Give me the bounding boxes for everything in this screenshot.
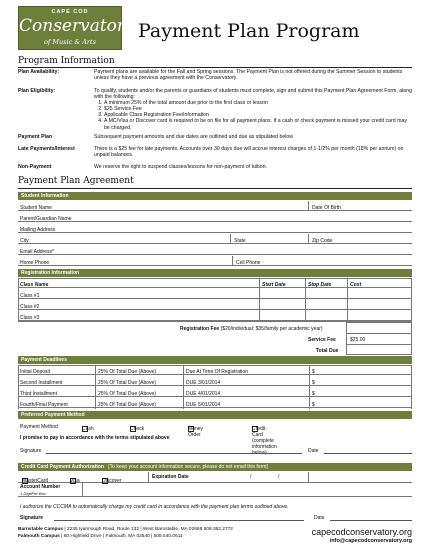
total-due-label: Total Due bbox=[316, 348, 339, 354]
class-name-header: Class Name bbox=[20, 282, 49, 288]
eligibility-label: Plan Eligibility: bbox=[18, 88, 56, 94]
deadline-label: Third Installment bbox=[20, 391, 57, 397]
dob-label: Date Of Birth bbox=[312, 205, 341, 211]
credit-card-note: [To keep your account information secure, please do not email this form] bbox=[108, 464, 268, 470]
state-label: State bbox=[234, 238, 246, 244]
expiration-slash: / bbox=[278, 474, 280, 480]
student-name-row[interactable] bbox=[18, 201, 412, 211]
discover-label: Discover bbox=[102, 478, 122, 484]
deadline-amount: $ bbox=[312, 402, 315, 408]
mastercard-label: MasterCard bbox=[22, 478, 49, 484]
class-label: Class #3 bbox=[20, 315, 40, 321]
account-number-row[interactable] bbox=[18, 483, 412, 497]
divider bbox=[148, 472, 149, 482]
agreement-heading: Payment Plan Agreement bbox=[18, 176, 134, 186]
credit-signature-line[interactable] bbox=[54, 520, 304, 521]
footer bbox=[18, 527, 412, 544]
eligibility-item: 4. A MC/Visa or Discover card is required to be on file for all payment plans. If a cash or check payment is missed your credit card may be charged. bbox=[104, 118, 412, 130]
class-row[interactable] bbox=[18, 311, 412, 321]
cost-header: Cost bbox=[350, 282, 362, 288]
credit-card-bar bbox=[18, 463, 412, 471]
mailing-address-label: Mailing Address bbox=[20, 227, 56, 233]
phone-row[interactable] bbox=[18, 256, 412, 266]
email-label: Email Address* bbox=[20, 249, 54, 255]
deadline-due: DUE 3/01/2014 bbox=[186, 380, 221, 386]
authorize-row bbox=[18, 500, 412, 510]
mailing-address-row[interactable] bbox=[18, 223, 412, 233]
expiration-slash: / bbox=[250, 474, 252, 480]
promise-text: I promise to pay in accordance with the terms stipulated above bbox=[20, 435, 170, 441]
registration-fee-label bbox=[180, 326, 323, 332]
city-label: City bbox=[20, 238, 29, 244]
non-payment-label: Non-Payment bbox=[18, 164, 52, 170]
deadline-row[interactable] bbox=[18, 376, 412, 386]
registration-info-bar: Registration Information bbox=[18, 269, 412, 277]
logo-line-2: Conservatory bbox=[19, 16, 135, 36]
website-link[interactable]: capecodconservatory.org bbox=[311, 527, 412, 537]
service-fee-value: $25.00 bbox=[350, 337, 366, 343]
deadline-label: Second Installment bbox=[20, 380, 63, 386]
email-link[interactable]: info@capecodconservatory.org bbox=[329, 538, 412, 544]
start-date-header: Start Date bbox=[262, 282, 286, 288]
divider bbox=[230, 234, 231, 243]
deadline-due: DUE 4/01/2014 bbox=[186, 391, 221, 397]
deadline-percent: 25% Of Total Due (Above) bbox=[98, 391, 156, 397]
cash-label: Cash bbox=[82, 426, 94, 432]
digit-note: 1-DigitPer Box bbox=[20, 491, 46, 496]
divider bbox=[232, 256, 233, 265]
deadline-percent: 25% Of Total Due (Above) bbox=[98, 380, 156, 386]
late-payments-label: Late Payments/Interest bbox=[18, 146, 75, 152]
eligibility-content bbox=[94, 88, 412, 131]
page-title: Payment Plan Program bbox=[138, 20, 360, 42]
registration-fee-title: Registration Fee bbox=[180, 326, 220, 332]
account-number-label: Account Number bbox=[20, 484, 61, 490]
deadline-amount: $ bbox=[312, 391, 315, 397]
deadline-amount: $ bbox=[312, 380, 315, 386]
eligibility-item: 3. Applicable Class Registration Fee/information bbox=[104, 112, 412, 118]
service-fee-label: Service Fee bbox=[308, 337, 336, 343]
deadline-due: DUE 5/01/2014 bbox=[186, 402, 221, 408]
logo-line-1: CAPE COD bbox=[51, 9, 89, 15]
zip-label: Zip Code bbox=[312, 238, 333, 244]
promise-row bbox=[18, 431, 412, 441]
deadline-row[interactable] bbox=[18, 387, 412, 397]
money-order-label: Money Order bbox=[188, 426, 204, 438]
expiration-label: Expiration Date bbox=[152, 474, 189, 480]
visa-label: Visa bbox=[70, 478, 80, 484]
date-line[interactable] bbox=[324, 453, 412, 454]
credit-card-title: Credit Card Payment Authorization bbox=[21, 464, 104, 470]
divider bbox=[308, 234, 309, 243]
deadline-percent: 25% Of Total Due (Above) bbox=[98, 369, 156, 375]
check-label: Check bbox=[130, 426, 145, 432]
conservatory-logo bbox=[18, 6, 135, 50]
non-payment-text: We reserve the right to suspend classes/lessons for non-payment of tuition. bbox=[94, 164, 267, 170]
student-name-label: Student Name bbox=[20, 205, 52, 211]
date-label: Date bbox=[308, 448, 319, 454]
deadline-due: Due At Time Of Registration bbox=[186, 369, 248, 375]
program-info-heading: Program Information bbox=[18, 56, 115, 66]
class-label: Class #2 bbox=[20, 304, 40, 310]
credit-date-label: Date bbox=[314, 515, 325, 521]
divider bbox=[18, 67, 412, 68]
stop-date-header: Stop Date bbox=[308, 282, 332, 288]
preferred-method-bar: Preferred Payment Method bbox=[18, 411, 412, 419]
credit-signature-label: Signature bbox=[20, 515, 44, 521]
barnstable-label: Barnstable Campus bbox=[18, 527, 64, 532]
signature-label: Signature bbox=[20, 448, 42, 454]
student-info-bar: Student Information bbox=[18, 192, 412, 200]
eligibility-intro: To qualify, students and/or the parents or guardians of students must complete, sign and submit this Payment Plan Agreement Form, along with the following: bbox=[94, 88, 412, 101]
deadline-label: Initial Deposit bbox=[20, 369, 51, 375]
parent-name-label: Parent/Guardian Name bbox=[20, 216, 72, 222]
eligibility-list bbox=[94, 100, 412, 130]
barnstable-address: | 2235 Iyannough Road, Route 132 | West Barnstable, MA 02668 508.362.2772 bbox=[63, 527, 233, 532]
falmouth-address: | 60 Highfield Drive | Falmouth, MA 02540 | 508.540.0611 bbox=[59, 533, 183, 539]
email-row[interactable] bbox=[18, 245, 412, 255]
payment-plan-text: Subsequent payment amounts and due dates are outlined and due as stipulated below bbox=[94, 134, 293, 140]
deadline-row[interactable] bbox=[18, 365, 412, 375]
payment-method-label: Payment Method bbox=[20, 424, 58, 430]
availability-label: Plan Availability: bbox=[18, 69, 60, 75]
divider bbox=[308, 472, 309, 482]
late-payments-text: There is a $25 fee for late payments. Accounts over 30 days due will accrue interest charges of 1-1/2% per month (18% per annum) on unpaid balances. bbox=[94, 146, 404, 159]
availability-text: Payment plans are available for the Fall and Spring sessions. The Payment Plan is not offered during the Summer Session to students unless they have a previous agreement with the Conservatory. bbox=[94, 69, 403, 82]
deadline-label: Fourth/Final Payment bbox=[20, 402, 68, 408]
card-type-row bbox=[18, 472, 412, 483]
divider bbox=[18, 188, 412, 189]
cell-phone-label: Cell Phone bbox=[236, 260, 261, 266]
eligibility-item: 1. A minimum 25% of the total amount due prior to the first class or lesson bbox=[104, 100, 412, 106]
registration-header-row bbox=[18, 278, 412, 288]
deadline-percent: 25% Of Total Due (Above) bbox=[98, 402, 156, 408]
city-state-zip-row[interactable] bbox=[18, 234, 412, 244]
credit-card-label: Credit Card (complete information below) bbox=[252, 426, 277, 456]
registration-fee-note: ($20/individual; $35/family per academic year) bbox=[220, 326, 323, 332]
payment-deadlines-bar: Payment Deadlines bbox=[18, 356, 412, 364]
class-row[interactable] bbox=[18, 289, 412, 299]
falmouth-label: Falmouth Campus bbox=[18, 533, 60, 539]
credit-date-line[interactable] bbox=[330, 520, 412, 521]
eligibility-item: 2. $25 Service Fee bbox=[104, 106, 412, 112]
divider bbox=[82, 483, 83, 496]
signature-line[interactable] bbox=[46, 453, 302, 454]
service-fee-row bbox=[18, 333, 412, 343]
class-row[interactable] bbox=[18, 300, 412, 310]
deadline-row[interactable] bbox=[18, 398, 412, 408]
home-phone-label: Home Phone bbox=[20, 260, 50, 266]
parent-name-row[interactable] bbox=[18, 212, 412, 222]
deadline-amount: $ bbox=[312, 369, 315, 375]
divider bbox=[308, 201, 309, 210]
payment-plan-label: Payment Plan bbox=[18, 134, 53, 140]
authorize-text: I authorize the CCCMA to automatically charge my credit card in accordance with the payment plan terms outlined above. bbox=[20, 504, 289, 510]
class-label: Class #1 bbox=[20, 293, 40, 299]
total-due-row bbox=[18, 344, 412, 354]
logo-line-3: of Music & Arts bbox=[44, 38, 96, 46]
